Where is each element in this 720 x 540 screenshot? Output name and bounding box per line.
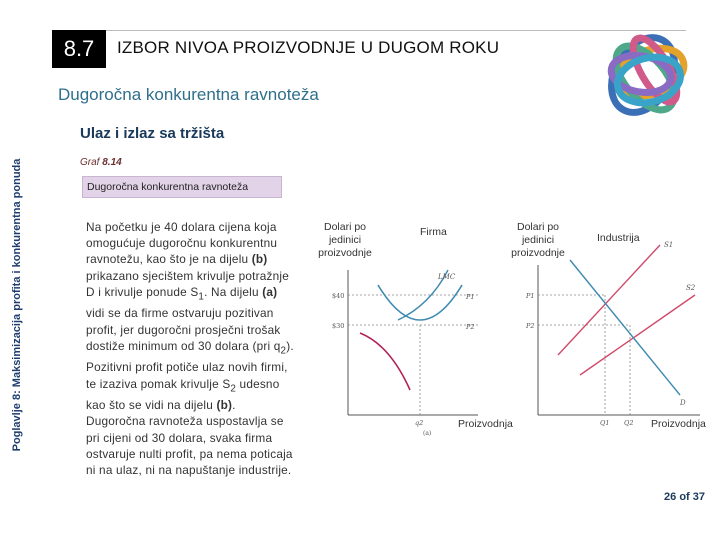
firm-p2-label: P2 [466, 323, 475, 331]
firm-q2-label: q2 [415, 419, 424, 427]
figure-label-prefix: Graf [80, 157, 100, 168]
industry-p1-label: P1 [526, 292, 535, 300]
industry-p2-label: P2 [526, 322, 535, 330]
figure-label [80, 157, 122, 168]
industry-s2-label: S2 [686, 284, 696, 292]
rings-logo [585, 20, 715, 130]
industry-y-axis-label: Dolari po jedinici proizvodnje [511, 221, 565, 259]
page-number: 26 of 37 [664, 491, 706, 503]
chapter-side-label [8, 120, 26, 490]
firm-p1-label: P1 [466, 293, 475, 301]
industry-q2-label: Q2 [624, 419, 634, 427]
firm-price-30-label: $30 [332, 322, 345, 330]
industry-x-axis-label: Proizvodnja [651, 418, 706, 430]
firm-chart-title: Firma [420, 226, 447, 238]
industry-demand-curve [570, 260, 680, 395]
industry-chart [520, 235, 705, 435]
slide-subtitle: Dugoročna konkurentna ravnoteža [58, 85, 319, 104]
firm-x-axis-label: Proizvodnja [458, 418, 513, 430]
firm-chart [330, 265, 480, 440]
firm-price-40-label: $40 [332, 292, 345, 300]
figure-banner: Dugoročna konkurentna ravnoteža [82, 176, 282, 198]
industry-s2-curve [580, 295, 695, 375]
industry-demand-label: D [680, 399, 686, 407]
firm-y-axis-label: Dolari po jedinici proizvodnje [318, 221, 372, 259]
chapter-title: IZBOR NIVOA PROIZVODNJE U DUGOM ROKU [117, 38, 500, 57]
section-number-badge: 8.7 [52, 30, 106, 68]
industry-chart-title: Industrija [597, 232, 640, 244]
firm-lac-curve [378, 285, 462, 320]
firm-red-curve [360, 333, 410, 390]
figure-label-number: 8.14 [102, 157, 122, 168]
section-heading: Ulaz i izlaz sa tržišta [80, 125, 225, 142]
body-paragraph: Na početku je 40 dolara cijena koja omogućuje dugoročnu konkurentnu ravnotežu, kao što je na dijelu (b) prikazano sjecištem krivulje potražnje D i krivulje ponude $S_1$. Na dijelu (a) vidi se da firme ostvaruju pozitivan profit, jer dugoročni prosječni trošak dostiže minimum od 30 dolara (pri $q_2$). Pozitivni profit potiče ulaz novih firmi, te izaziva pomak krivulje $S_2$ udesno kao što se vidi na dijelu (b). Dugoročna ravnoteža uspostavlja se pri cijeni od 30 dolara, svaka firma ostvaruje nulti profit, pa nema poticaja ni na ulaz, ni na napuštanje industrije. [86, 220, 294, 477]
industry-s1-curve [558, 245, 660, 355]
industry-q1-label: Q1 [600, 419, 610, 427]
firm-lmc-label: LMC [438, 273, 456, 281]
industry-s1-label: S1 [664, 241, 674, 249]
chapter-side-text: Poglavlje 8: Maksimizacija profita i konkurentna ponuda [11, 158, 23, 452]
firm-panel-label: (a) [423, 430, 432, 437]
